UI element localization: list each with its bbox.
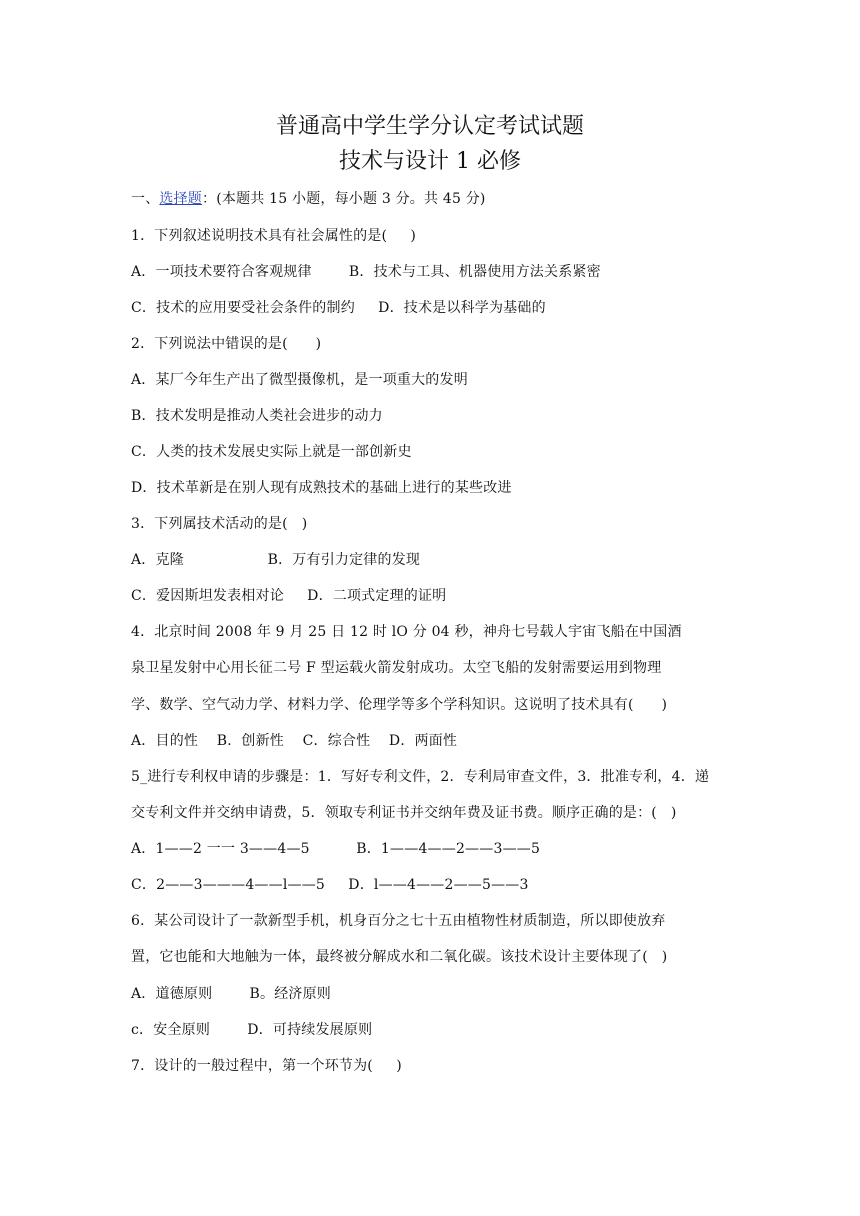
exam-title: 普通高中学生学分认定考试试题 — [275, 114, 584, 139]
question-6-line-1: 6．某公司设计了一款新型手机，机身百分之七十五由植物性材质制造，所以即使放弃 — [131, 913, 666, 929]
question-3: 3．下列属技术活动的是( ) — [131, 516, 308, 532]
question-1-options-ab: A．一项技术要符合客观规律 B．技术与工具、机器使用方法关系紧密 — [131, 264, 601, 280]
question-6-options-ab: A．道德原则 B。经济原则 — [131, 986, 331, 1002]
section-suffix: ：(本题共 15 小题，每小题 3 分。共 45 分) — [202, 191, 486, 207]
question-1-options-cd: C．技术的应用要受社会条件的制约 D．技术是以科学为基础的 — [131, 300, 546, 316]
question-2-option-b: B．技术发明是推动人类社会进步的动力 — [131, 408, 383, 424]
question-4-line-2: 泉卫星发射中心用长征二号 F 型运载火箭发射成功。太空飞船的发射需要运用到物理 — [131, 660, 662, 676]
question-3-options-cd: C．爱因斯坦发表相对论 D．二项式定理的证明 — [131, 588, 447, 604]
question-1: 1．下列叙述说明技术具有社会属性的是( ) — [131, 228, 417, 244]
question-5-line-2: 交专利文件并交纳申请费，5．领取专利证书并交纳年费及证书费。顺序正确的是：( ) — [131, 805, 677, 821]
question-2-option-a: A．某厂今年生产出了微型摄像机，是一项重大的发明 — [131, 372, 468, 388]
question-5-options-ab: A．1——2 一一 3——4—5 B．1——4——2——3——5 — [131, 841, 541, 857]
section-link[interactable]: 选择题 — [159, 191, 203, 207]
section-heading — [131, 189, 486, 209]
question-4-line-1: 4．北京时间 2008 年 9 月 25 日 12 时 lO 分 04 秒，神舟七号载人宇宙飞船在中国酒 — [131, 624, 682, 640]
question-7: 7．设计的一般过程中，第一个环节为( ) — [131, 1058, 402, 1074]
question-6-options-cd: c．安全原则 D．可持续发展原则 — [131, 1022, 373, 1038]
question-6-line-2: 置，它也能和大地触为一体，最终被分解成水和二氧化碳。该技术设计主要体现了( ) — [131, 949, 668, 965]
question-4-line-3: 学、数学、空气动力学、材料力学、伦理学等多个学科知识。这说明了技术具有( ) — [131, 697, 668, 713]
question-2-option-d: D．技术革新是在别人现有成熟技术的基础上进行的某些改进 — [131, 480, 512, 496]
question-4-options: A．目的性 B．创新性 C．综合性 D．两面性 — [131, 733, 458, 749]
question-2-option-c: C．人类的技术发展史实际上就是一部创新史 — [131, 444, 412, 460]
section-prefix: 一、 — [131, 191, 160, 207]
question-5-line-1: 5_进行专利权申请的步骤是：1．写好专利文件，2．专利局审查文件，3．批准专利，4．递 — [131, 769, 710, 785]
exam-subtitle: 技术与设计 1 必修 — [339, 149, 521, 174]
question-3-options-ab: A．克隆 B．万有引力定律的发现 — [131, 552, 421, 568]
question-2: 2．下列说法中错误的是( ) — [131, 336, 322, 352]
question-5-options-cd: C．2——3———4——l——5 D．l——4——2——5——3 — [131, 877, 529, 893]
